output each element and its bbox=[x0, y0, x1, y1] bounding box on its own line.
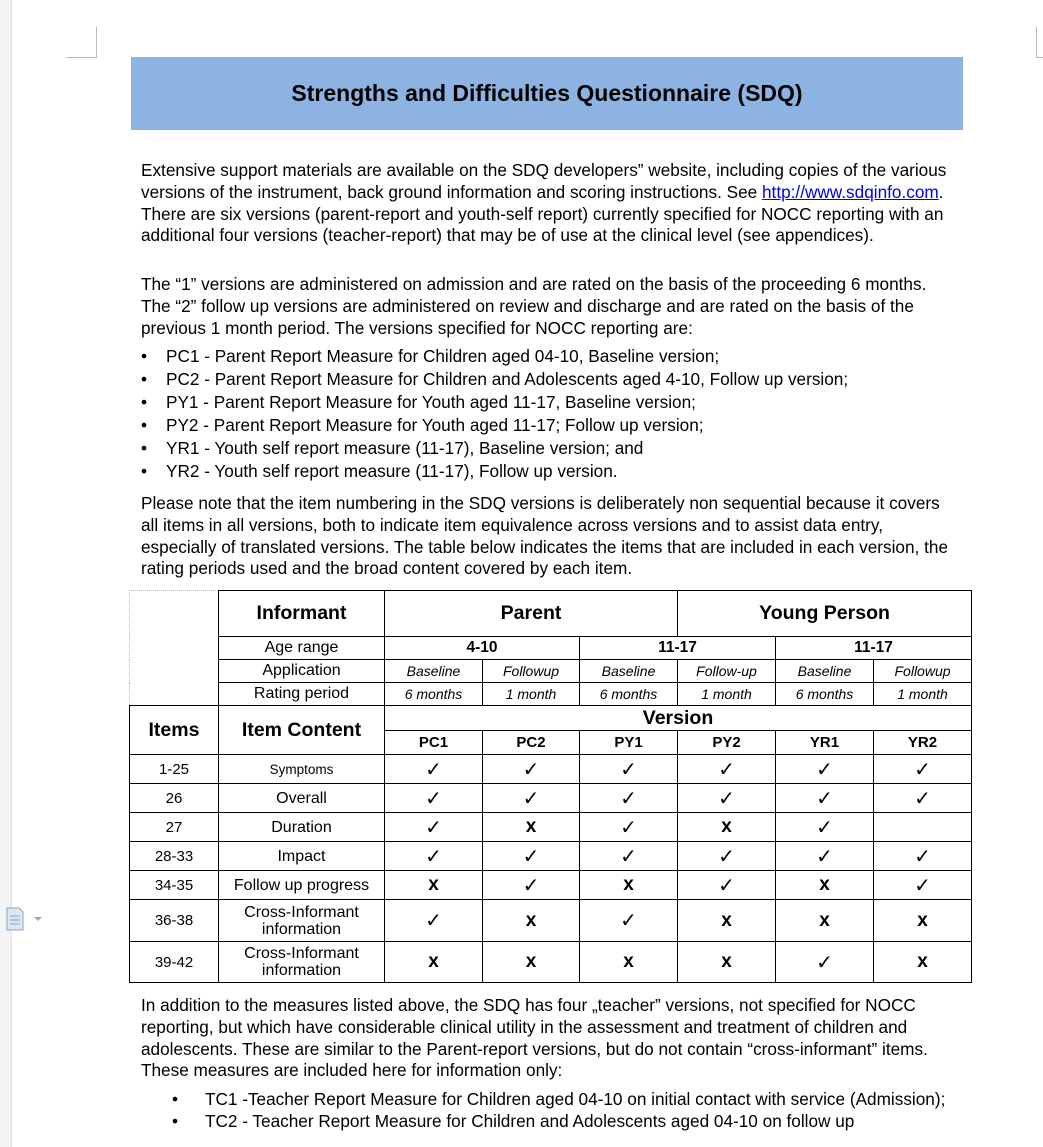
tick-mark: ✓ bbox=[776, 755, 874, 784]
table-row bbox=[130, 942, 972, 983]
cross-mark: x bbox=[678, 900, 776, 942]
item-content-header: Item Content bbox=[219, 706, 385, 755]
cross-mark: x bbox=[385, 871, 483, 900]
cross-mark: x bbox=[385, 942, 483, 983]
tick-mark: ✓ bbox=[385, 784, 483, 813]
version-code: PY1 bbox=[580, 731, 678, 755]
cross-mark: x bbox=[580, 871, 678, 900]
tick-mark: ✓ bbox=[385, 842, 483, 871]
document-margin-icon[interactable] bbox=[4, 906, 44, 932]
crop-mark-top-right-v bbox=[1036, 27, 1037, 58]
tick-mark: ✓ bbox=[580, 784, 678, 813]
left-gutter bbox=[0, 0, 12, 1147]
list-item: • PC2 - Parent Report Measure for Children and Adolescents aged 4-10, Follow up version; bbox=[141, 368, 961, 391]
crop-mark-top-left-h bbox=[66, 57, 97, 58]
cross-mark: x bbox=[874, 942, 972, 983]
item-range: 36-38 bbox=[130, 900, 219, 942]
page-title: Strengths and Difficulties Questionnaire (SDQ) bbox=[291, 80, 803, 106]
young-person-header: Young Person bbox=[678, 591, 972, 637]
application-cell: Baseline bbox=[385, 660, 483, 683]
tick-mark: ✓ bbox=[580, 842, 678, 871]
rating-period-label: Rating period bbox=[219, 683, 385, 706]
item-range: 34-35 bbox=[130, 871, 219, 900]
tick-mark: ✓ bbox=[874, 784, 972, 813]
tick-mark: ✓ bbox=[874, 755, 972, 784]
table-row bbox=[130, 813, 972, 842]
list-item: • TC2 - Teacher Report Measure for Children and Adolescents aged 04-10 on follow up bbox=[172, 1111, 952, 1132]
item-content: Cross-Informant information bbox=[219, 942, 385, 983]
rating-period-cell: 6 months bbox=[385, 683, 483, 706]
application-cell: Followup bbox=[483, 660, 580, 683]
item-content: Follow up progress bbox=[219, 871, 385, 900]
items-header: Items bbox=[130, 706, 219, 755]
cross-mark: x bbox=[776, 900, 874, 942]
application-cell: Followup bbox=[874, 660, 972, 683]
tick-mark: ✓ bbox=[483, 842, 580, 871]
rating-period-cell: 1 month bbox=[874, 683, 972, 706]
tick-mark: ✓ bbox=[678, 842, 776, 871]
tick-mark: ✓ bbox=[385, 900, 483, 942]
table-row bbox=[130, 784, 972, 813]
tick-mark: ✓ bbox=[874, 842, 972, 871]
age-range-label: Age range bbox=[219, 637, 385, 660]
cross-mark: x bbox=[678, 942, 776, 983]
numbering-paragraph: Please note that the item numbering in the SDQ versions is deliberately non sequential because it covers all items in all versions, both to indicate item equivalence across versions and to assist data entry, especially of translated versions. The table below indicates the items that are included in each version, the rating periods used and the broad content covered by each item. bbox=[141, 493, 948, 579]
cross-mark: x bbox=[483, 900, 580, 942]
cross-mark: x bbox=[483, 813, 580, 842]
tick-mark: ✓ bbox=[776, 813, 874, 842]
table-row bbox=[130, 871, 972, 900]
intro-text-2: . There are six versions (parent-report and youth-self report) currently specified for NOCC reporting with an additional four versions (teacher-report) that may be of use at the clinical level (see appendices). bbox=[141, 181, 944, 246]
item-content: Symptoms bbox=[219, 755, 385, 784]
tick-mark: ✓ bbox=[385, 755, 483, 784]
teacher-paragraph: In addition to the measures listed above, the SDQ has four „teacher” versions, not specified for NOCC reporting, but which have considerable clinical utility in the assessment and treatment of children and adolescents. These are similar to the Parent-report versions, but do not contain “cross-informant” items. These measures are included here for information only: bbox=[141, 995, 928, 1081]
application-cell: Follow-up bbox=[678, 660, 776, 683]
version-header: Version bbox=[385, 706, 972, 731]
table-row bbox=[130, 900, 972, 942]
cross-mark: x bbox=[874, 900, 972, 942]
item-content: Impact bbox=[219, 842, 385, 871]
cross-mark: x bbox=[580, 942, 678, 983]
tick-mark: ✓ bbox=[776, 842, 874, 871]
item-content: Cross-Informant information bbox=[219, 900, 385, 942]
parent-header: Parent bbox=[385, 591, 678, 637]
sdq-versions-table bbox=[129, 590, 972, 983]
cross-mark: x bbox=[483, 942, 580, 983]
list-item: • YR2 - Youth self report measure (11-17), Follow up version. bbox=[141, 460, 961, 483]
crop-mark-top-left-v bbox=[96, 27, 97, 58]
tick-mark: ✓ bbox=[776, 784, 874, 813]
item-range: 27 bbox=[130, 813, 219, 842]
version-code: PC2 bbox=[483, 731, 580, 755]
rating-period-cell: 1 month bbox=[483, 683, 580, 706]
cross-mark: x bbox=[678, 813, 776, 842]
tick-mark: ✓ bbox=[483, 871, 580, 900]
item-content: Overall bbox=[219, 784, 385, 813]
rating-period-cell: 1 month bbox=[678, 683, 776, 706]
rating-period-cell: 6 months bbox=[580, 683, 678, 706]
tick-mark: ✓ bbox=[678, 755, 776, 784]
tick-mark: ✓ bbox=[580, 813, 678, 842]
version-code: YR1 bbox=[776, 731, 874, 755]
administration-paragraph: The “1” versions are administered on admission and are rated on the basis of the proceeding 6 months. The “2” follow up versions are administered on review and discharge and are rated on the basis of the previous 1 month period. The versions specified for NOCC reporting are: bbox=[141, 274, 927, 338]
tick-mark: ✓ bbox=[678, 871, 776, 900]
tick-mark: ✓ bbox=[580, 755, 678, 784]
rating-period-cell: 6 months bbox=[776, 683, 874, 706]
item-range: 26 bbox=[130, 784, 219, 813]
teacher-list bbox=[172, 1089, 952, 1133]
item-range: 28-33 bbox=[130, 842, 219, 871]
tick-mark: ✓ bbox=[874, 871, 972, 900]
list-item: • PY1 - Parent Report Measure for Youth aged 11-17, Baseline version; bbox=[141, 391, 961, 414]
list-item: • PY2 - Parent Report Measure for Youth aged 11-17; Follow up version; bbox=[141, 414, 961, 437]
age-group: 11-17 bbox=[580, 637, 776, 660]
list-item: • PC1 - Parent Report Measure for Children aged 04-10, Baseline version; bbox=[141, 345, 961, 368]
intro-text-1: Extensive support materials are available on the SDQ developers” website, including copies of the various versions of the instrument, back ground information and scoring instructions. See bbox=[141, 160, 947, 202]
informant-header: Informant bbox=[219, 591, 385, 637]
tick-mark: ✓ bbox=[385, 813, 483, 842]
application-cell: Baseline bbox=[580, 660, 678, 683]
version-code: YR2 bbox=[874, 731, 972, 755]
crop-mark-top-right-h bbox=[1036, 57, 1043, 58]
table-corner bbox=[130, 591, 219, 706]
list-item: • TC1 -Teacher Report Measure for Children aged 04-10 on initial contact with service (Admission); bbox=[172, 1089, 952, 1110]
table-row bbox=[130, 755, 972, 784]
application-cell: Baseline bbox=[776, 660, 874, 683]
sdqinfo-link[interactable]: http://www.sdqinfo.com bbox=[761, 181, 939, 202]
age-group: 11-17 bbox=[776, 637, 972, 660]
tick-mark: ✓ bbox=[776, 942, 874, 983]
cross-mark: x bbox=[776, 871, 874, 900]
list-item: • YR1 - Youth self report measure (11-17), Baseline version; and bbox=[141, 437, 961, 460]
version-code: PC1 bbox=[385, 731, 483, 755]
item-content: Duration bbox=[219, 813, 385, 842]
age-group: 4-10 bbox=[385, 637, 580, 660]
tick-mark: ✓ bbox=[483, 755, 580, 784]
application-label: Application bbox=[219, 660, 385, 683]
versions-list bbox=[141, 345, 961, 483]
empty-cell bbox=[874, 813, 972, 842]
tick-mark: ✓ bbox=[483, 784, 580, 813]
item-range: 39-42 bbox=[130, 942, 219, 983]
title-band bbox=[131, 57, 963, 130]
intro-paragraph bbox=[141, 160, 956, 247]
table-row bbox=[130, 842, 972, 871]
version-code: PY2 bbox=[678, 731, 776, 755]
tick-mark: ✓ bbox=[678, 784, 776, 813]
item-range: 1-25 bbox=[130, 755, 219, 784]
tick-mark: ✓ bbox=[580, 900, 678, 942]
